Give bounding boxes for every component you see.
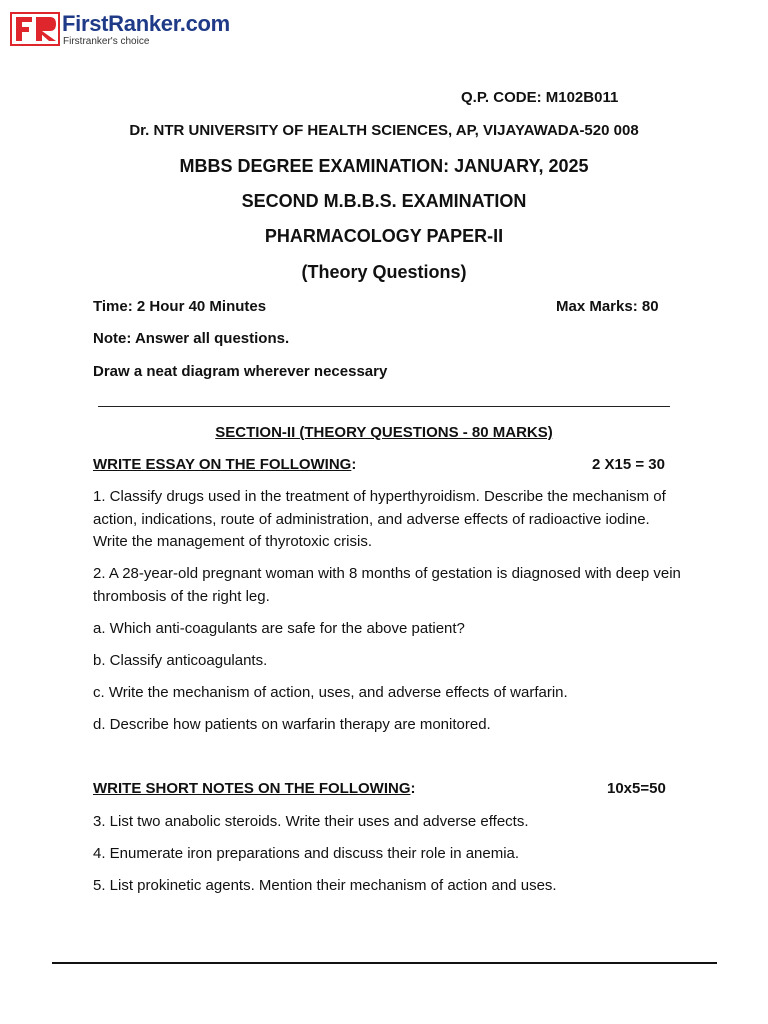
short-notes-heading-colon: : xyxy=(410,780,416,797)
section-title: SECTION-II (THEORY QUESTIONS - 80 MARKS) xyxy=(215,424,553,441)
note-answer-all: Note: Answer all questions. xyxy=(93,330,290,347)
question-1: 1. Classify drugs used in the treatment of hyperthyroidism. Describe the mechanism of action, indications, route of administration, and adverse effects of radioactive iodine. Write the management of thyrotoxic crisis. xyxy=(93,488,666,550)
fr-logo-icon xyxy=(10,12,60,46)
question-2b: b. Classify anticoagulants. xyxy=(93,652,268,669)
separator-line xyxy=(98,406,670,407)
question-2c: c. Write the mechanism of action, uses, and adverse effects of warfarin. xyxy=(93,684,568,701)
time-allowed: Time: 2 Hour 40 Minutes xyxy=(93,298,267,315)
paper-title: PHARMACOLOGY PAPER-II xyxy=(264,226,504,246)
max-marks: Max Marks: 80 xyxy=(556,298,659,315)
question-2: 2. A 28-year-old pregnant woman with 8 months of gestation is diagnosed with deep vein thrombosis of the right leg. xyxy=(93,565,681,605)
logo-tagline: Firstranker's choice xyxy=(63,36,150,47)
question-2d: d. Describe how patients on warfarin therapy are monitored. xyxy=(93,716,491,733)
essay-heading-label: WRITE ESSAY ON THE FOLLOWING xyxy=(93,456,352,473)
essay-heading-colon: : xyxy=(351,456,357,473)
exam-title: MBBS DEGREE EXAMINATION: JANUARY, 2025 xyxy=(179,156,589,176)
short-notes-heading xyxy=(93,780,415,797)
question-2a: a. Which anti-coagulants are safe for the above patient? xyxy=(93,620,465,637)
short-notes-heading-label: WRITE SHORT NOTES ON THE FOLLOWING xyxy=(93,780,411,797)
firstranker-logo xyxy=(10,10,240,50)
short-notes-marks: 10x5=50 xyxy=(607,780,666,797)
question-3: 3. List two anabolic steroids. Write their uses and adverse effects. xyxy=(93,813,529,830)
exam-subtitle: SECOND M.B.B.S. EXAMINATION xyxy=(241,191,527,211)
question-5: 5. List prokinetic agents. Mention their mechanism of action and uses. xyxy=(93,877,557,894)
university-name: Dr. NTR UNIVERSITY OF HEALTH SCIENCES, AP, VIJAYAWADA-520 008 xyxy=(129,122,639,139)
question-type: (Theory Questions) xyxy=(301,262,467,282)
footer-line xyxy=(52,962,717,964)
essay-heading xyxy=(93,456,356,473)
logo-name: FirstRanker.com xyxy=(62,11,230,36)
question-4: 4. Enumerate iron preparations and discuss their role in anemia. xyxy=(93,845,520,862)
essay-marks: 2 X15 = 30 xyxy=(592,456,665,473)
note-diagram: Draw a neat diagram wherever necessary xyxy=(93,363,388,380)
qp-code: Q.P. CODE: M102B011 xyxy=(461,89,619,106)
